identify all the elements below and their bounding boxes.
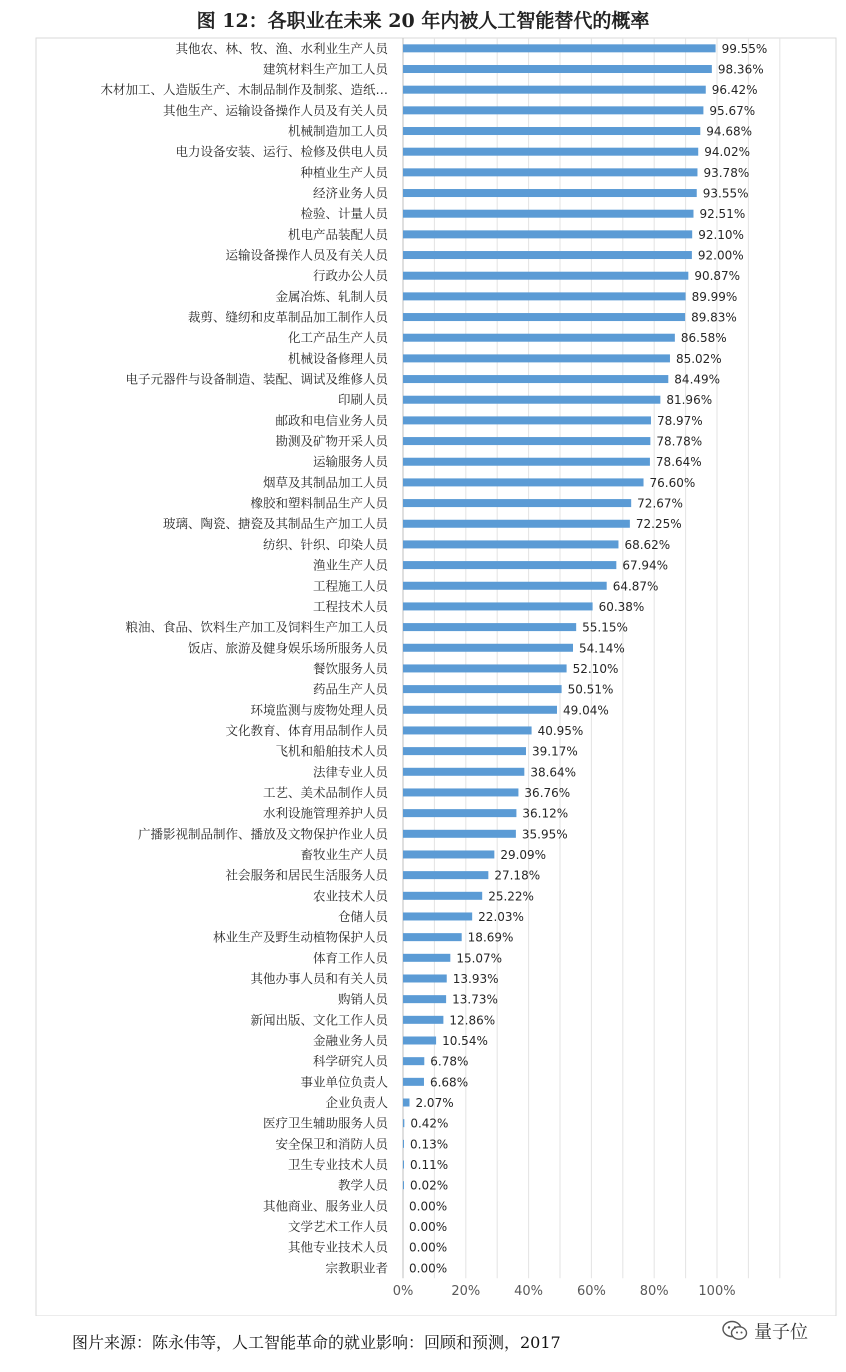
category-label: 卫生专业技术人员 xyxy=(287,1157,388,1173)
category-label: 裁剪、缝纫和皮革制品加工制作人员 xyxy=(187,309,388,325)
bar xyxy=(403,954,450,962)
category-label: 木材加工、人造版生产、木制品制作及制浆、造纸… xyxy=(100,82,388,98)
bar xyxy=(403,189,697,197)
data-label: 55.15% xyxy=(582,620,628,635)
data-label: 95.67% xyxy=(709,103,756,118)
category-label: 安全保卫和消防人员 xyxy=(275,1136,388,1152)
category-label: 机械设备修理人员 xyxy=(287,350,388,366)
category-label: 新闻出版、文化工作人员 xyxy=(250,1012,388,1028)
category-label: 行政办公人员 xyxy=(312,268,388,284)
category-label: 广播影视制品制作、播放及文物保护作业人员 xyxy=(137,826,388,842)
data-label: 78.64% xyxy=(655,455,702,470)
bar xyxy=(403,561,616,569)
x-axis-ticks xyxy=(393,1284,736,1299)
data-label: 10.54% xyxy=(442,1033,488,1048)
data-label: 92.00% xyxy=(697,248,744,263)
category-label: 其他生产、运输设备操作人员及有关人员 xyxy=(162,102,388,118)
data-label: 50.51% xyxy=(567,682,614,697)
bar xyxy=(403,478,644,486)
wechat-icon xyxy=(722,1320,748,1342)
data-label: 67.94% xyxy=(622,558,669,573)
data-label: 25.22% xyxy=(488,889,534,904)
category-label: 购销人员 xyxy=(337,991,388,1007)
data-label: 2.07% xyxy=(415,1096,454,1111)
category-label: 其他农、林、牧、渔、水利业生产人员 xyxy=(175,40,388,56)
category-label: 橡胶和塑料制品生产人员 xyxy=(250,495,388,511)
data-label: 72.25% xyxy=(635,517,682,532)
data-label: 98.36% xyxy=(717,62,764,77)
category-label: 其他商业、服务业人员 xyxy=(262,1198,388,1214)
data-label: 40.95% xyxy=(537,723,584,738)
bar xyxy=(403,44,716,52)
bar xyxy=(403,685,562,693)
bar xyxy=(403,375,668,383)
data-labels xyxy=(409,42,767,1276)
category-label: 餐饮服务人员 xyxy=(312,660,388,676)
category-label: 种植业生产人员 xyxy=(300,164,388,180)
data-label: 6.68% xyxy=(429,1075,469,1090)
bar xyxy=(403,458,650,466)
data-label: 52.10% xyxy=(572,661,619,676)
data-label: 81.96% xyxy=(666,393,713,408)
data-label: 92.10% xyxy=(698,227,744,242)
data-label: 78.78% xyxy=(656,434,703,449)
bar xyxy=(403,230,692,238)
data-label: 13.73% xyxy=(452,992,498,1007)
bar xyxy=(403,1078,424,1086)
category-label: 机械制造加工人员 xyxy=(287,123,388,139)
category-label: 科学研究人员 xyxy=(312,1053,388,1069)
data-label: 54.14% xyxy=(578,641,625,656)
data-label: 96.42% xyxy=(711,83,758,98)
data-label: 68.62% xyxy=(624,537,671,552)
category-label: 药品生产人员 xyxy=(312,681,388,697)
bar xyxy=(403,1099,409,1107)
category-label: 工程施工人员 xyxy=(312,578,388,594)
bar xyxy=(403,313,685,321)
bar xyxy=(403,65,712,73)
data-label: 6.78% xyxy=(430,1054,469,1069)
x-tick-label: 20% xyxy=(451,1284,481,1300)
category-label: 检验、计量人员 xyxy=(300,206,388,222)
bar xyxy=(403,210,693,218)
bar xyxy=(403,933,462,941)
category-label: 工程技术人员 xyxy=(312,598,388,614)
x-tick-label: 60% xyxy=(576,1284,606,1300)
bar xyxy=(403,354,670,362)
data-label: 78.97% xyxy=(656,413,703,428)
category-label: 其他办事人员和有关人员 xyxy=(250,970,388,986)
bar xyxy=(403,664,567,672)
bar xyxy=(403,788,518,796)
category-label: 运输设备操作人员及有关人员 xyxy=(225,247,388,263)
data-label: 76.60% xyxy=(649,475,696,490)
category-label: 电力设备安装、运行、检修及供电人员 xyxy=(175,144,388,160)
x-tick-label: 0% xyxy=(392,1284,414,1300)
bar xyxy=(403,830,516,838)
bar xyxy=(403,416,651,424)
category-label: 渔业生产人员 xyxy=(312,557,388,573)
category-label: 仓储人员 xyxy=(337,908,388,924)
bar xyxy=(403,850,494,858)
category-label: 其他专业技术人员 xyxy=(287,1239,388,1255)
bar xyxy=(403,148,698,156)
data-label: 64.87% xyxy=(612,579,659,594)
bar xyxy=(403,602,593,610)
data-label: 27.18% xyxy=(494,868,541,883)
category-label: 体育工作人员 xyxy=(312,950,388,966)
category-label: 畜牧业生产人员 xyxy=(300,846,388,862)
category-label: 医疗卫生辅助服务人员 xyxy=(262,1115,388,1131)
bar xyxy=(403,1119,404,1127)
bar xyxy=(403,1016,443,1024)
data-label: 0.00% xyxy=(409,1261,448,1276)
data-label: 49.04% xyxy=(562,703,609,718)
bar xyxy=(403,726,532,734)
bar xyxy=(403,644,573,652)
category-label: 化工产品生产人员 xyxy=(287,330,388,346)
category-label: 玻璃、陶瓷、搪瓷及其制品生产加工人员 xyxy=(162,516,388,532)
category-label: 粮油、食品、饮料生产加工及饲料生产加工人员 xyxy=(125,619,388,635)
source-note: 图片来源：陈永伟等，人工智能革命的就业影响：回顾和预测，2017 xyxy=(72,1333,561,1352)
category-label: 烟草及其制品加工人员 xyxy=(262,474,388,490)
data-label: 0.00% xyxy=(409,1240,448,1255)
data-label: 0.13% xyxy=(410,1137,449,1152)
bar xyxy=(403,912,472,920)
data-label: 0.02% xyxy=(410,1178,449,1193)
category-label: 农业技术人员 xyxy=(312,888,388,904)
bar-chart xyxy=(0,36,846,1316)
category-labels xyxy=(100,41,389,1276)
data-label: 15.07% xyxy=(456,951,503,966)
category-label: 法律专业人员 xyxy=(312,764,388,780)
bar xyxy=(403,292,686,300)
bar xyxy=(403,272,688,280)
bar xyxy=(403,437,650,445)
data-label: 89.99% xyxy=(691,289,738,304)
category-label: 金属冶炼、轧制人员 xyxy=(275,288,388,304)
bar xyxy=(403,809,516,817)
bar xyxy=(403,520,630,528)
data-label: 89.83% xyxy=(691,310,737,325)
data-label: 18.69% xyxy=(467,930,514,945)
data-label: 39.17% xyxy=(531,744,578,759)
data-label: 36.76% xyxy=(524,785,571,800)
data-label: 85.02% xyxy=(675,351,722,366)
category-label: 机电产品装配人员 xyxy=(287,226,388,242)
bar xyxy=(403,768,524,776)
data-label: 94.02% xyxy=(704,145,750,160)
bar xyxy=(403,396,660,404)
data-label: 92.51% xyxy=(699,207,746,222)
category-label: 水利设施管理养护人员 xyxy=(262,805,388,821)
data-label: 29.09% xyxy=(500,847,547,862)
bar xyxy=(403,1181,404,1189)
bar xyxy=(403,106,703,114)
data-label: 36.12% xyxy=(522,806,569,821)
category-label: 勘测及矿物开采人员 xyxy=(275,433,388,449)
category-label: 教学人员 xyxy=(337,1177,388,1193)
bar xyxy=(403,747,526,755)
data-label: 0.00% xyxy=(409,1199,448,1214)
category-label: 金融业务人员 xyxy=(312,1032,388,1048)
category-label: 林业生产及野生动植物保护人员 xyxy=(212,929,388,945)
bar xyxy=(403,995,446,1003)
data-label: 60.38% xyxy=(598,599,645,614)
x-tick-label: 100% xyxy=(698,1284,736,1300)
data-label: 38.64% xyxy=(530,765,577,780)
category-label: 建筑材料生产加工人员 xyxy=(262,61,388,77)
category-label: 纺织、针织、印染人员 xyxy=(262,536,388,552)
category-label: 飞机和船舶技术人员 xyxy=(275,743,388,759)
category-label: 经济业务人员 xyxy=(312,185,388,201)
data-label: 12.86% xyxy=(449,1013,496,1028)
page-title: 图 12：各职业在未来 20 年内被人工智能替代的概率 xyxy=(196,10,650,32)
data-label: 0.11% xyxy=(410,1158,449,1173)
category-label: 电子元器件与设备制造、装配、调试及维修人员 xyxy=(125,371,388,387)
category-label: 邮政和电信业务人员 xyxy=(275,412,388,428)
bar xyxy=(403,334,675,342)
bar xyxy=(403,86,706,94)
bar xyxy=(403,251,692,259)
bar xyxy=(403,1057,424,1065)
data-label: 99.55% xyxy=(721,41,768,56)
x-tick-label: 80% xyxy=(639,1284,669,1300)
gridlines xyxy=(403,38,780,1278)
category-label: 宗教职业者 xyxy=(325,1260,388,1276)
bar xyxy=(403,499,631,507)
data-label: 94.68% xyxy=(706,124,753,139)
bar xyxy=(403,974,447,982)
bar xyxy=(403,871,488,879)
data-label: 72.67% xyxy=(637,496,683,511)
data-label: 84.49% xyxy=(674,372,721,387)
data-label: 22.03% xyxy=(478,909,524,924)
data-label: 0.00% xyxy=(409,1220,448,1235)
data-label: 93.55% xyxy=(702,186,749,201)
bar xyxy=(403,623,576,631)
bar xyxy=(403,706,557,714)
category-label: 文学艺术工作人员 xyxy=(287,1219,388,1235)
data-label: 13.93% xyxy=(452,971,499,986)
x-tick-label: 40% xyxy=(514,1284,544,1300)
category-label: 事业单位负责人 xyxy=(300,1074,388,1090)
bar xyxy=(403,1036,436,1044)
bar xyxy=(403,1161,404,1169)
category-label: 企业负责人 xyxy=(325,1095,388,1111)
data-label: 86.58% xyxy=(680,331,727,346)
watermark xyxy=(722,1318,808,1344)
category-label: 饭店、旅游及健身娱乐场所服务人员 xyxy=(187,640,388,656)
data-label: 93.78% xyxy=(703,165,750,180)
category-label: 运输服务人员 xyxy=(312,454,388,470)
bar xyxy=(403,582,607,590)
data-label: 35.95% xyxy=(521,827,568,842)
bar xyxy=(403,127,700,135)
bar xyxy=(403,1140,404,1148)
bar xyxy=(403,540,618,548)
category-label: 社会服务和居民生活服务人员 xyxy=(225,867,388,883)
category-label: 印刷人员 xyxy=(337,392,388,408)
category-label: 文化教育、体育用品制作人员 xyxy=(225,722,388,738)
watermark-text: 量子位 xyxy=(754,1322,808,1343)
bar xyxy=(403,892,482,900)
category-label: 工艺、美术品制作人员 xyxy=(262,784,388,800)
data-label: 0.42% xyxy=(410,1116,449,1131)
category-label: 环境监测与废物处理人员 xyxy=(250,702,388,718)
bar xyxy=(403,168,697,176)
data-label: 90.87% xyxy=(694,269,741,284)
